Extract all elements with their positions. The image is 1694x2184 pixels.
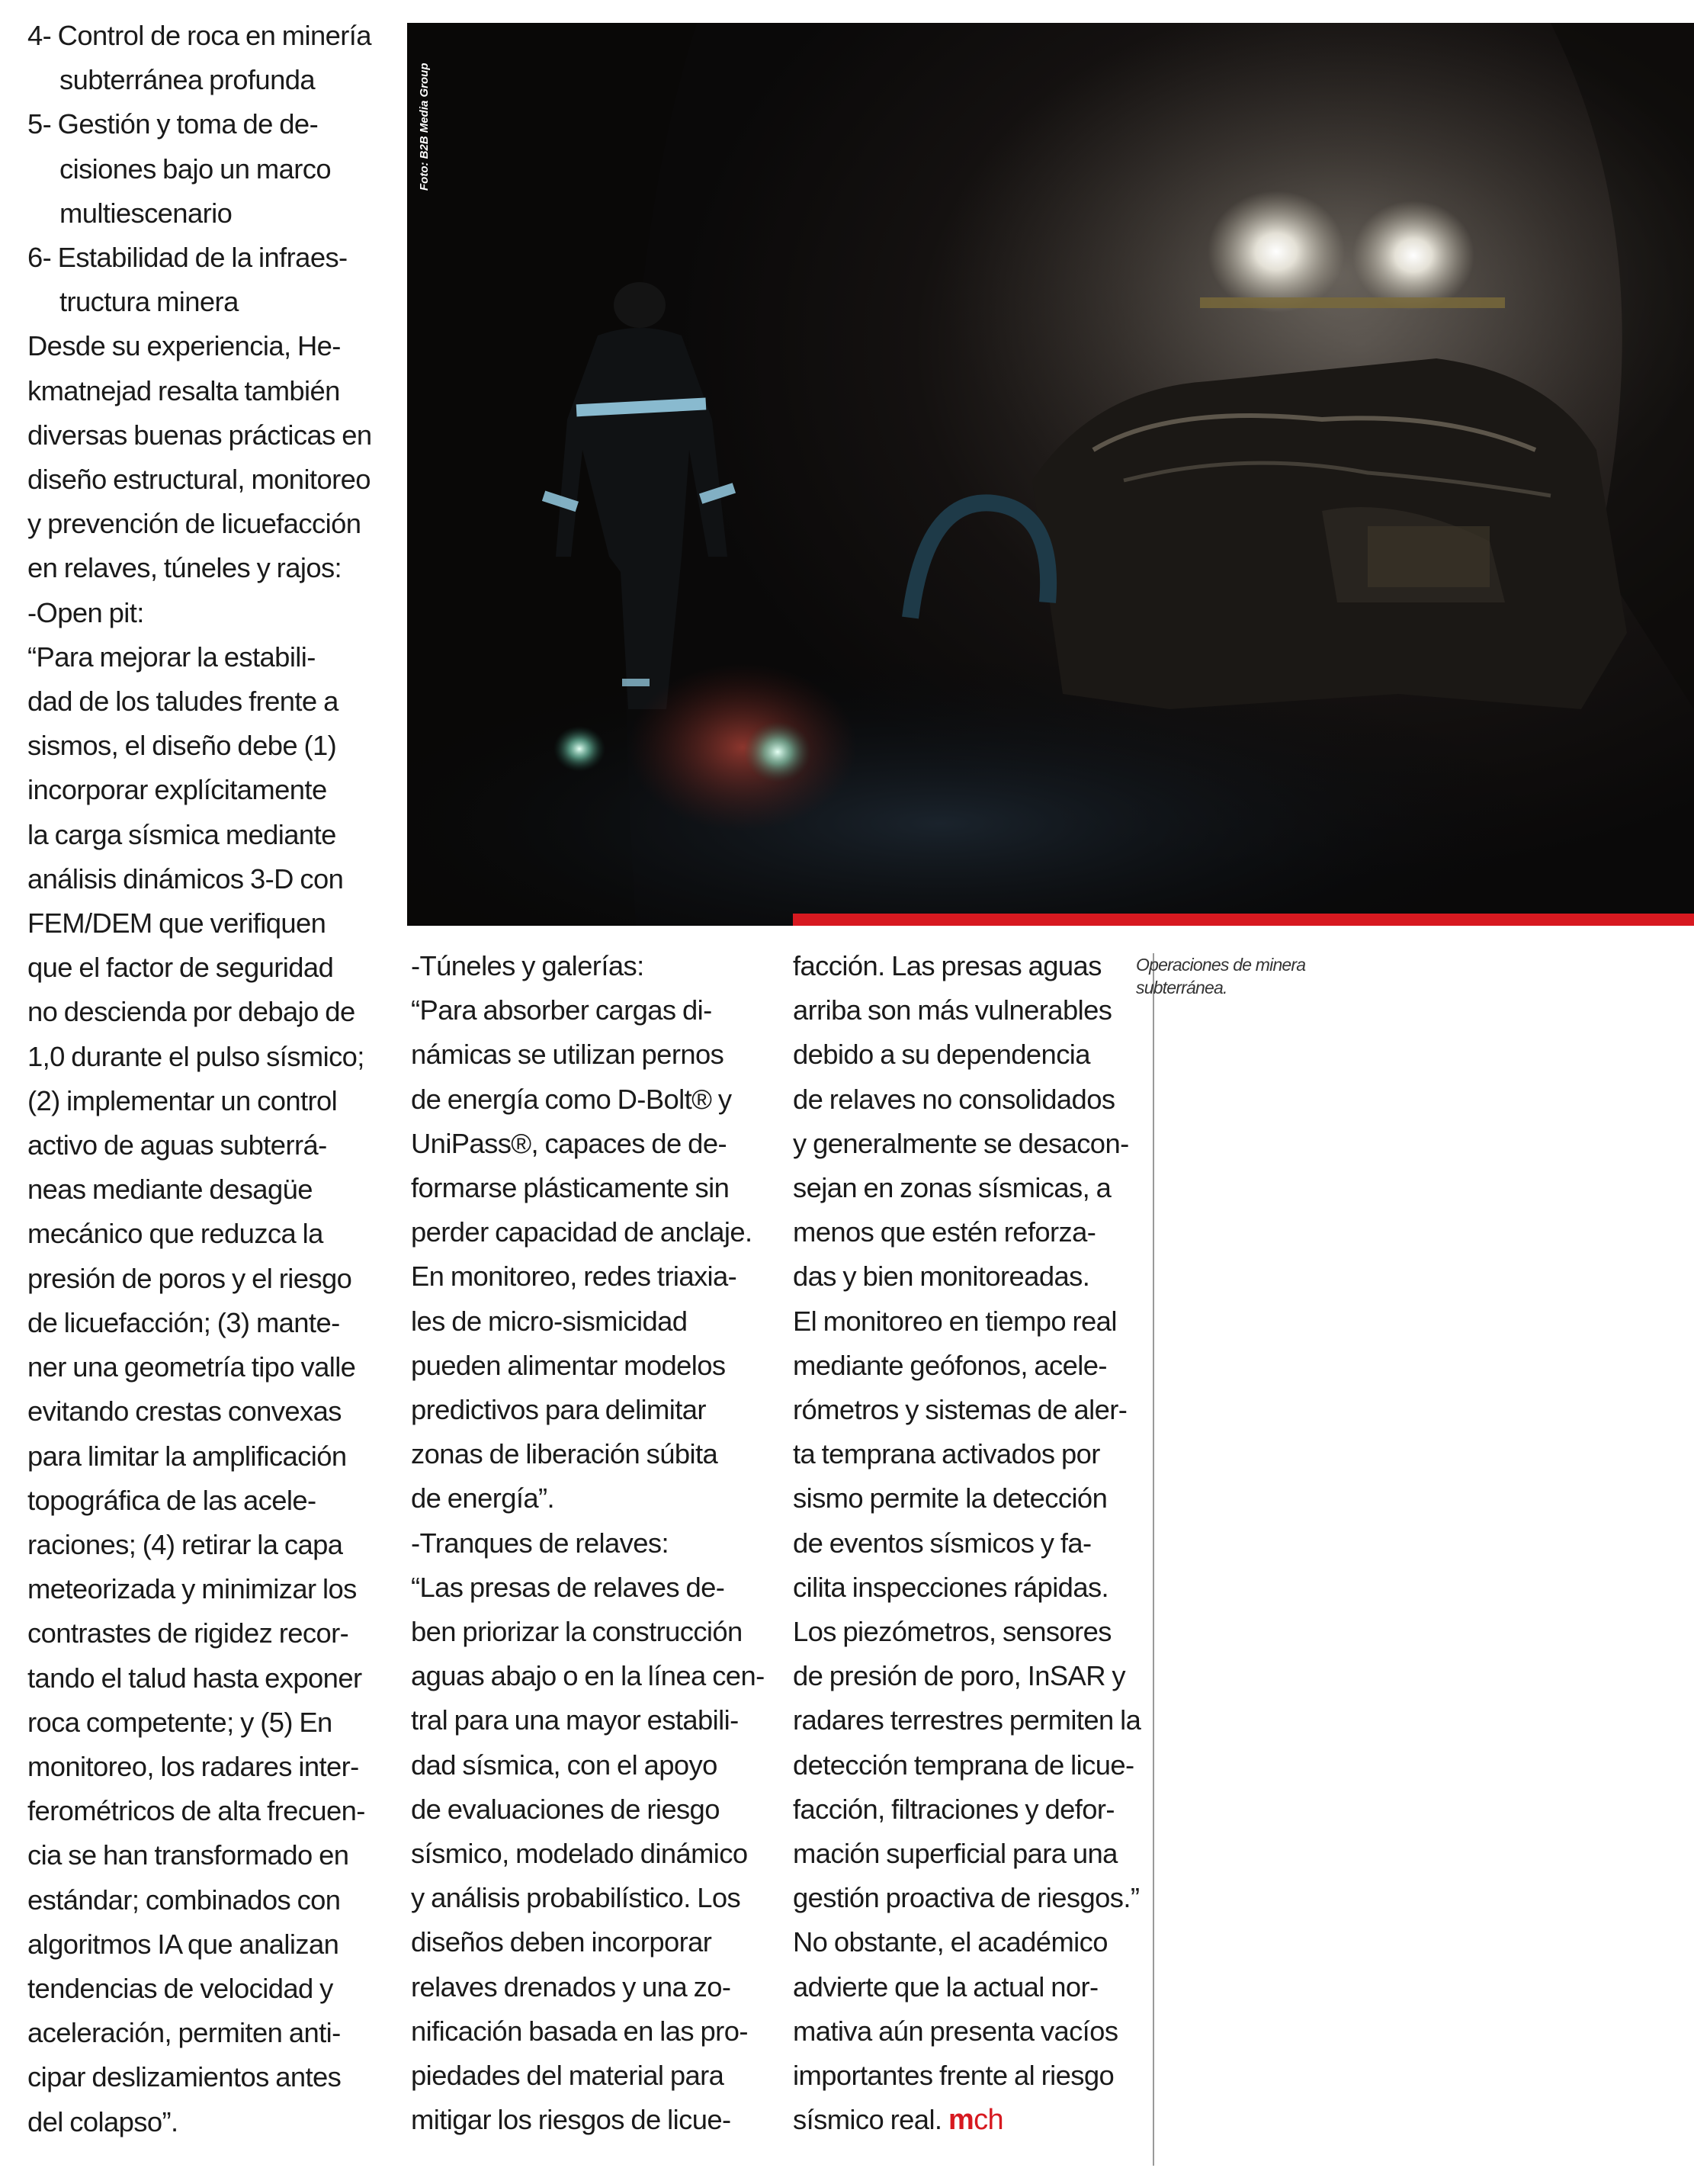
text-line: aguas abajo o en la línea cen-: [411, 1660, 765, 1692]
text-line-final: [793, 2098, 1136, 2142]
text-line: nificación basada en las pro-: [411, 2015, 748, 2047]
caption-line: subterránea.: [1136, 978, 1227, 997]
text-line: 1,0 durante el pulso sísmico;: [27, 1040, 364, 1072]
text-line: (2) implementar un control: [27, 1084, 338, 1116]
article-column-1: [27, 14, 371, 2144]
text-line: les de micro-sismicidad: [411, 1305, 688, 1337]
article-column-2: [411, 944, 765, 2142]
text-line: mediante geófonos, acele-: [793, 1349, 1107, 1381]
text-line: arriba son más vulnerables: [793, 994, 1112, 1026]
text-line: y análisis probabilístico. Los: [411, 1882, 741, 1914]
photo-caption: [1136, 953, 1349, 999]
text-line: dad de los taludes frente a: [27, 686, 338, 718]
text-line: “Las presas de relaves de-: [411, 1571, 725, 1603]
mch-logo: [948, 2104, 1003, 2135]
text-line: tructura minera: [59, 286, 239, 318]
text-line: sísmico, modelado dinámico: [411, 1838, 748, 1870]
text-line: FEM/DEM que verifiquen: [27, 907, 326, 939]
text-line: de presión de poro, InSAR y: [793, 1660, 1125, 1692]
text-line: de eventos sísmicos y fa-: [793, 1527, 1092, 1559]
text-line: diseño estructural, monitoreo: [27, 464, 371, 496]
text-line: y prevención de licuefacción: [27, 508, 361, 540]
text-line: No obstante, el académico: [793, 1926, 1108, 1958]
text-line: de licuefacción; (3) mante-: [27, 1306, 340, 1338]
text-line: das y bien monitoreadas.: [793, 1261, 1090, 1293]
text-line: 6- Estabilidad de la infraes-: [27, 242, 348, 274]
text-line: perder capacidad de anclaje.: [411, 1216, 752, 1248]
text-line: subterránea profunda: [59, 64, 315, 96]
text-line: roca competente; y (5) En: [27, 1706, 332, 1738]
text-line: cilita inspecciones rápidas.: [793, 1571, 1109, 1603]
text-line: tendencias de velocidad y: [27, 1972, 333, 2004]
text-line: raciones; (4) retirar la capa: [27, 1528, 343, 1560]
text-line: námicas se utilizan pernos: [411, 1039, 724, 1071]
text-line: Desde su experiencia, He-: [27, 330, 341, 362]
logo-ch: ch: [974, 2104, 1004, 2137]
text-line: radares terrestres permiten la: [793, 1704, 1141, 1736]
text-line: facción. Las presas aguas: [793, 950, 1102, 981]
text-line: análisis dinámicos 3-D con: [27, 862, 344, 894]
text-line: Los piezómetros, sensores: [793, 1616, 1112, 1648]
text-line: formarse plásticamente sin: [411, 1172, 730, 1204]
text-line: no descienda por debajo de: [27, 996, 355, 1028]
photo-credit: Foto: B2B Media Group: [418, 63, 431, 191]
text-line: advierte que la actual nor-: [793, 1970, 1099, 2003]
mining-photo: [407, 23, 1694, 926]
logo-m: m: [948, 2104, 974, 2137]
text-line: en relaves, túneles y rajos:: [27, 552, 342, 584]
text-line: cipar deslizamientos antes: [27, 2061, 342, 2093]
text-line: que el factor de seguridad: [27, 952, 334, 984]
article-column-3: [793, 944, 1141, 2142]
text-line: predictivos para delimitar: [411, 1394, 706, 1426]
text-line: sismo permite la detección: [793, 1482, 1108, 1514]
text-line: mación superficial para una: [793, 1838, 1118, 1870]
text-line: contrastes de rigidez recor-: [27, 1617, 349, 1649]
text-line: 4- Control de roca en minería: [27, 20, 371, 51]
red-accent-bar: [793, 914, 1694, 926]
final-sentence: sísmico real.: [793, 2104, 942, 2136]
text-line: aceleración, permiten anti-: [27, 2017, 341, 2049]
text-line: tral para una mayor estabili-: [411, 1704, 739, 1736]
text-line: gestión proactiva de riesgos.”: [793, 1882, 1140, 1914]
caption-line: Operaciones de minera: [1136, 955, 1306, 975]
text-line: evitando crestas convexas: [27, 1396, 342, 1428]
text-line: detección temprana de licue-: [793, 1749, 1134, 1781]
text-line: topográfica de las acele-: [27, 1484, 316, 1516]
text-line: neas mediante desagüe: [27, 1174, 313, 1206]
text-line: diversas buenas prácticas en: [27, 419, 372, 451]
text-line: del colapso”.: [27, 2105, 178, 2137]
text-line: y generalmente se desacon-: [793, 1127, 1129, 1159]
text-line: piedades del material para: [411, 2060, 724, 2092]
text-line: cia se han transformado en: [27, 1839, 349, 1871]
text-line: meteorizada y minimizar los: [27, 1573, 357, 1605]
text-line: algoritmos IA que analizan: [27, 1928, 339, 1960]
text-line: ben priorizar la construcción: [411, 1616, 743, 1648]
text-line: tando el talud hasta exponer: [27, 1662, 362, 1694]
text-line: cisiones bajo un marco: [59, 153, 331, 185]
text-line: para limitar la amplificación: [27, 1440, 347, 1472]
text-line: importantes frente al riesgo: [793, 2060, 1115, 2092]
text-line: sismos, el diseño debe (1): [27, 730, 337, 762]
text-line: “Para absorber cargas di-: [411, 994, 712, 1026]
caption-divider: [1153, 953, 1154, 2166]
text-line: incorporar explícitamente: [27, 774, 327, 806]
text-line: relaves drenados y una zo-: [411, 1970, 731, 2003]
text-line: presión de poros y el riesgo: [27, 1262, 352, 1294]
text-line: zonas de liberación súbita: [411, 1438, 718, 1470]
text-line: diseños deben incorporar: [411, 1926, 712, 1958]
text-line: “Para mejorar la estabili-: [27, 641, 316, 673]
text-line: ner una geometría tipo valle: [27, 1351, 356, 1383]
text-line: -Túneles y galerías:: [411, 950, 644, 981]
text-line: monitoreo, los radares inter-: [27, 1750, 359, 1782]
text-line: de relaves no consolidados: [793, 1083, 1115, 1115]
text-line: activo de aguas subterrá-: [27, 1129, 327, 1161]
text-line: UniPass®, capaces de de-: [411, 1127, 727, 1159]
text-line: ta temprana activados por: [793, 1438, 1100, 1470]
text-line: -Open pit:: [27, 596, 144, 628]
text-line: de energía como D-Bolt® y: [411, 1083, 732, 1115]
text-line: dad sísmica, con el apoyo: [411, 1749, 717, 1781]
text-line: facción, filtraciones y defor-: [793, 1793, 1115, 1825]
text-line: El monitoreo en tiempo real: [793, 1305, 1117, 1337]
text-line: de evaluaciones de riesgo: [411, 1793, 720, 1825]
text-line: mativa aún presenta vacíos: [793, 2015, 1118, 2047]
text-line: la carga sísmica mediante: [27, 818, 336, 850]
text-line: ferométricos de alta frecuen-: [27, 1795, 365, 1827]
text-line: sejan en zonas sísmicas, a: [793, 1172, 1112, 1204]
text-line: mecánico que reduzca la: [27, 1218, 323, 1250]
text-line: pueden alimentar modelos: [411, 1349, 726, 1381]
text-line: estándar; combinados con: [27, 1884, 341, 1916]
text-line: de energía”.: [411, 1482, 555, 1514]
text-line: En monitoreo, redes triaxia-: [411, 1261, 737, 1293]
text-line: menos que estén reforza-: [793, 1216, 1096, 1248]
underground-tunnel-image: [407, 23, 1694, 926]
text-line: 5- Gestión y toma de de-: [27, 108, 319, 140]
text-line: kmatnejad resalta también: [27, 374, 340, 406]
text-line: debido a su dependencia: [793, 1039, 1090, 1071]
text-line: -Tranques de relaves:: [411, 1527, 669, 1559]
text-line: rómetros y sistemas de aler-: [793, 1394, 1128, 1426]
text-line: multiescenario: [59, 197, 233, 229]
text-line: mitigar los riesgos de licue-: [411, 2104, 731, 2136]
